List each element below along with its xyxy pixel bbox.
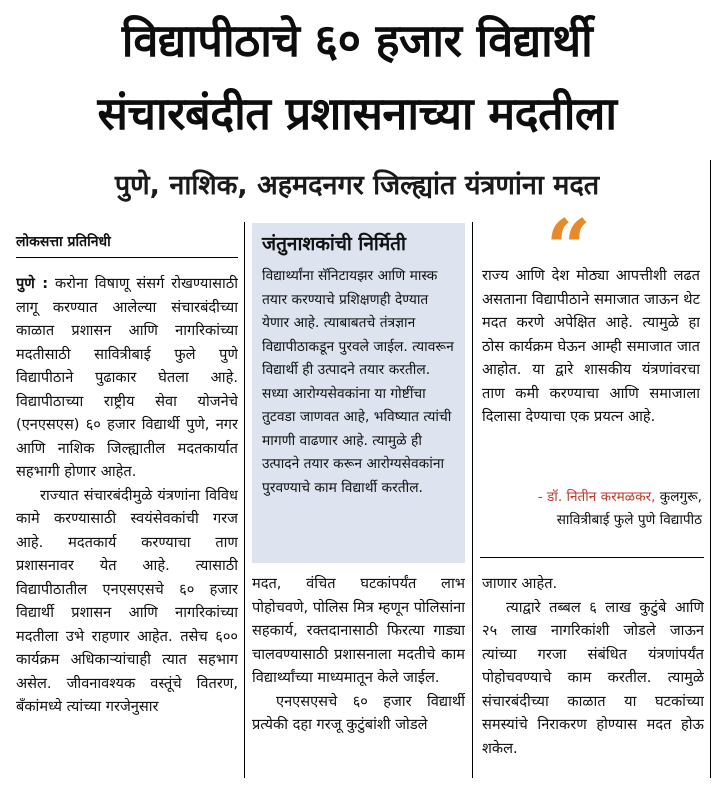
paragraph-text: करोना विषाणू संसर्ग रोखण्यासाठी लागू करण्यात आलेल्या संचारबंदीच्या काळात प्रशासन आणि नागरिकांच्या मदतीसाठी सावित्रीबाई फुले पुणे विद्यापीठाने पुढाकार घेतला आहे. विद्यापीठाच्या राष्ट्रीय सेवा योजनेचे (एनएसएस) ६० हजार विद्यार्थी पुणे, नगर आणि नाशिक जिल्ह्यातील मदतकार्यात सहभागी होणार आहेत. xyxy=(16,275,238,480)
column-divider xyxy=(244,222,245,778)
sidebar-box-body: विद्यार्थ्यांना सॅनिटायझर आणि मास्क तयार करण्याचे प्रशिक्षणही देण्यात येणार आहे. त्याबाबतचे तंत्रज्ञान विद्यापीठाकडून पुरवले जाईल. त्यावरून विद्यार्थी ही उत्पादने तयार करतील. सध्या आरोग्यसेवकांना या गोष्टींचा तुटवडा जाणवत आहे, भविष्यात त्यांची मागणी वाढणार आहे. त्यामुळे ही उत्पादने तयार करून आरोग्यसेवकांना पुरवण्याचे काम विद्यार्थी करतील. xyxy=(262,268,454,496)
subheadline: पुणे, नाशिक, अहमदनगर जिल्ह्यांत यंत्रणांना मदत xyxy=(114,170,600,201)
article-paragraph: त्याद्वारे तब्बल ६ लाख कुटुंबे आणि २५ लाख नागरिकांशी जोडले जाऊन त्यांच्या गरजा संबंधित यंत्रणांपर्यंत पोहोचवण्याचे काम करतील. त्यामुळे संचारबंदीच्या काळात या घटकांच्या समस्यांचे निराकरण होण्यास मदत होऊ शकेल. xyxy=(482,598,704,757)
sidebar-box xyxy=(252,223,465,563)
page-edge-rule xyxy=(710,160,711,778)
article-paragraph xyxy=(16,272,238,484)
headline-line-2: संचारबंदीत प्रशासनाच्या मदतीला xyxy=(97,87,617,140)
article-paragraph: एनएसएसचे ६० हजार विद्यार्थी प्रत्येकी दहा गरजू कुटुंबांशी जोडले xyxy=(252,692,465,733)
dateline: पुणे : xyxy=(16,275,49,292)
attribution-role: कुलगुरू, xyxy=(659,489,702,505)
article-column-2 xyxy=(252,572,465,777)
quote-mark-icon: “ xyxy=(546,210,591,256)
headline-line-1: विद्यापीठाचे ६० हजार विद्यार्थी xyxy=(121,14,593,67)
byline: लोकसत्ता प्रतिनिधी xyxy=(16,234,111,250)
sidebar-box-title: जंतुनाशकांची निर्मिती xyxy=(262,233,406,255)
byline-rule xyxy=(16,257,238,258)
article-column-1 xyxy=(16,272,238,777)
attribution-org: सावित्रीबाई फुले पुणे विद्यापीठ xyxy=(556,512,702,528)
article-paragraph: राज्यात संचारबंदीमुळे यंत्रणांना विविध कामे करण्यासाठी स्वयंसेवकांची गरज आहे. मदतकार्य करण्याचा ताण प्रशासनावर येत आहे. त्यासाठी विद्यापीठातील एनएसएसचे ६० हजार विद्यार्थी प्रशासन आणि नागरिकांच्या मदतीला उभे राहणार आहेत. तसेच ६०० कार्यक्रम अधिकाऱ्यांचाही त्यात सहभाग असेल. जीवनावश्यक वस्तूंचे वितरण, बँकांमध्ये त्यांच्या गरजेनुसार xyxy=(16,486,238,715)
attribution-name: - डॉ. नितीन करमळकर, xyxy=(537,489,656,505)
pull-quote-attribution xyxy=(478,486,702,538)
article-paragraph: जाणार आहेत. xyxy=(482,575,558,592)
quote-rule xyxy=(480,557,704,558)
article-column-3 xyxy=(482,572,704,777)
article-paragraph: मदत, वंचित घटकांपर्यंत लाभ पोहोचवणे, पोलिस मित्र म्हणून पोलिसांना सहकार्य, रक्तदानासाठी फिरत्या गाड्या चालवण्यासाठी प्रशासनाला मदतीचे काम विद्यार्थ्यांच्या माध्यमातून केले जाईल. xyxy=(252,575,465,686)
column-divider xyxy=(472,222,473,778)
pull-quote-text: राज्य आणि देश मोठ्या आपत्तीशी लढत असताना विद्यापीठाने समाजात जाऊन थेट मदत करणे अपेक्षित आहे. त्यामुळे हा ठोस कार्यक्रम घेऊन आम्ही समाजात जात आहोत. या द्वारे शासकीय यंत्रणांवरचा ताण कमी करण्याचा आणि समाजाला दिलासा देण्याचा एक प्रयत्न आहे. xyxy=(482,267,700,425)
